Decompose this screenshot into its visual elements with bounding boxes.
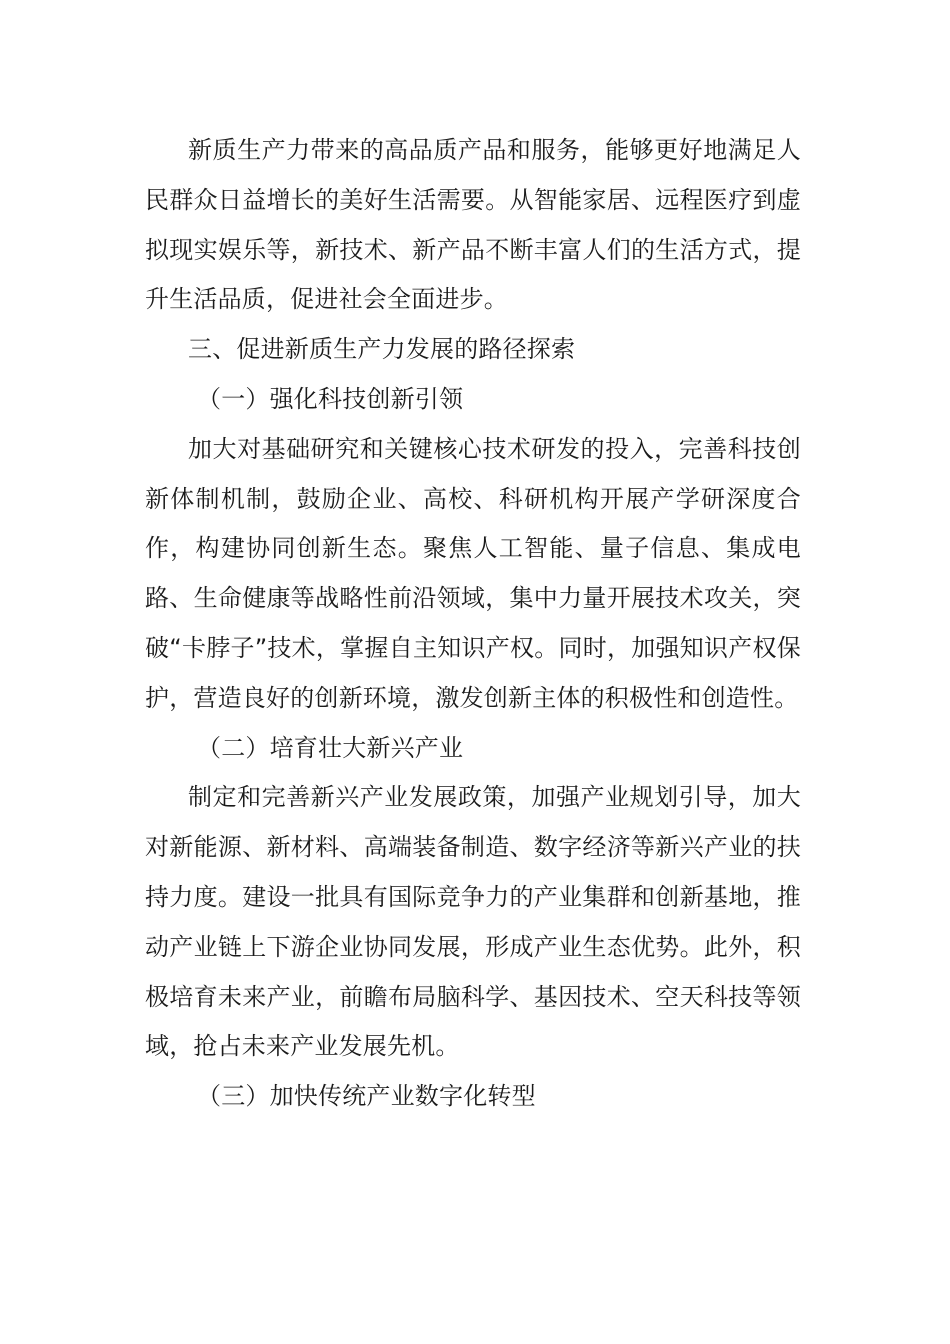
subsection-heading-innovation: （一）强化科技创新引领 <box>197 384 464 413</box>
subsection-heading-digital-transformation: （三）加快传统产业数字化转型 <box>197 1082 536 1111</box>
section-heading-path-exploration: 三、促进新质生产力发展的路径探索 <box>188 335 576 364</box>
paragraph-emerging-industries: 制定和完善新兴产业发展政策，加强产业规划引导，加大对新能源、新材料、高端装备制造、数字经济等新兴产业的扶持力度。建设一批具有国际竞争力的产业集群和创新基地，推动产业链上下游企业协同发展，形成产业生态优势。此外，积极培育未来产业，前瞻布局脑科学、基因技术、空天科技等领域，抢占未来产业发展先机。 <box>145 783 801 1061</box>
document-body <box>145 126 801 1122</box>
paragraph-innovation: 加大对基础研究和关键核心技术研发的投入，完善科技创新体制机制，鼓励企业、高校、科研机构开展产学研深度合作，构建协同创新生态。聚焦人工智能、量子信息、集成电路、生命健康等战略性前沿领域，集中力量开展技术攻关，突破“卡脖子”技术，掌握自主知识产权。同时，加强知识产权保护，营造良好的创新环境，激发创新主体的积极性和创造性。 <box>145 434 801 712</box>
subsection-heading-emerging-industries: （二）培育壮大新兴产业 <box>197 733 464 762</box>
paragraph-quality-of-life: 新质生产力带来的高品质产品和服务，能够更好地满足人民群众日益增长的美好生活需要。从智能家居、远程医疗到虚拟现实娱乐等，新技术、新产品不断丰富人们的生活方式，提升生活品质，促进社会全面进步。 <box>145 136 801 314</box>
